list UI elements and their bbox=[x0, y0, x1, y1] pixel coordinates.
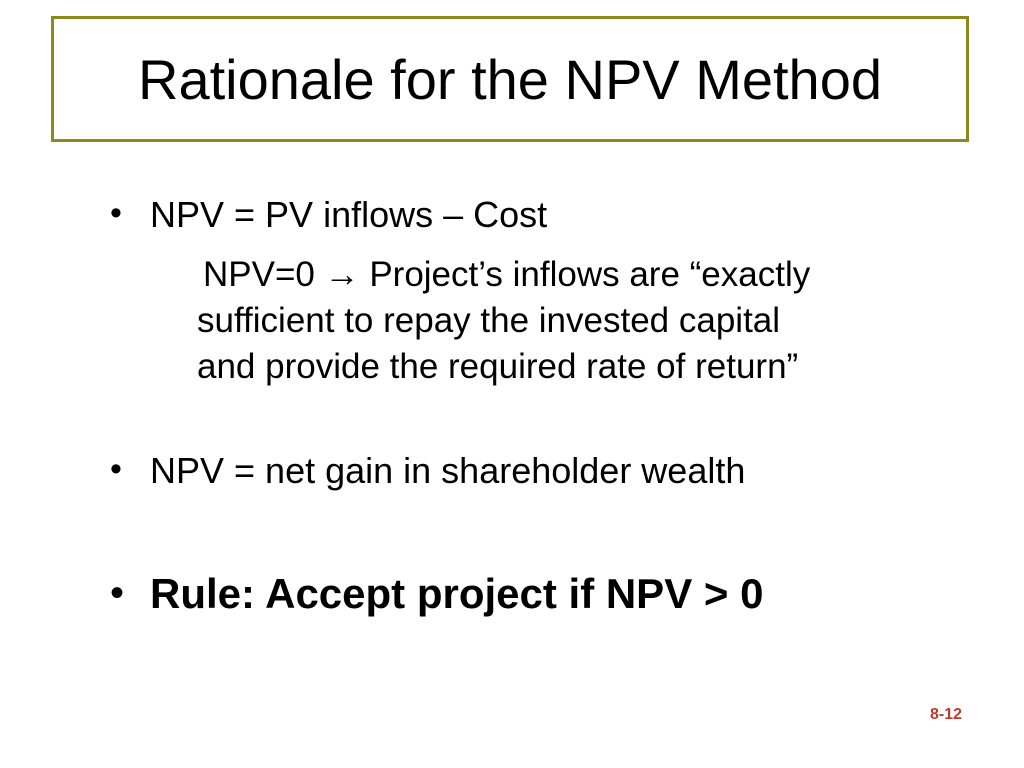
sub-paragraph-line: NPV=0 → Project’s inflows are “exactly bbox=[203, 255, 811, 294]
slide-title: Rationale for the NPV Method bbox=[138, 47, 882, 111]
bullet-text: NPV = PV inflows – Cost bbox=[150, 194, 548, 235]
bullet-item bbox=[110, 450, 745, 491]
bullet-item bbox=[110, 194, 547, 235]
bullet-icon: • bbox=[110, 450, 122, 488]
bullet-item bbox=[110, 570, 763, 618]
bullet-text: NPV = net gain in shareholder wealth bbox=[150, 450, 746, 491]
slide-number: 8-12 bbox=[929, 706, 962, 723]
rule-text: Rule: Accept project if NPV > 0 bbox=[150, 570, 764, 617]
sub-paragraph-line: and provide the required rate of return” bbox=[197, 347, 799, 386]
sub-paragraph-line: sufficient to repay the invested capital bbox=[197, 301, 781, 340]
bullet-icon: • bbox=[110, 194, 122, 232]
bullet-icon: • bbox=[110, 571, 125, 615]
title-box bbox=[51, 16, 969, 142]
sub-paragraph bbox=[197, 252, 810, 390]
